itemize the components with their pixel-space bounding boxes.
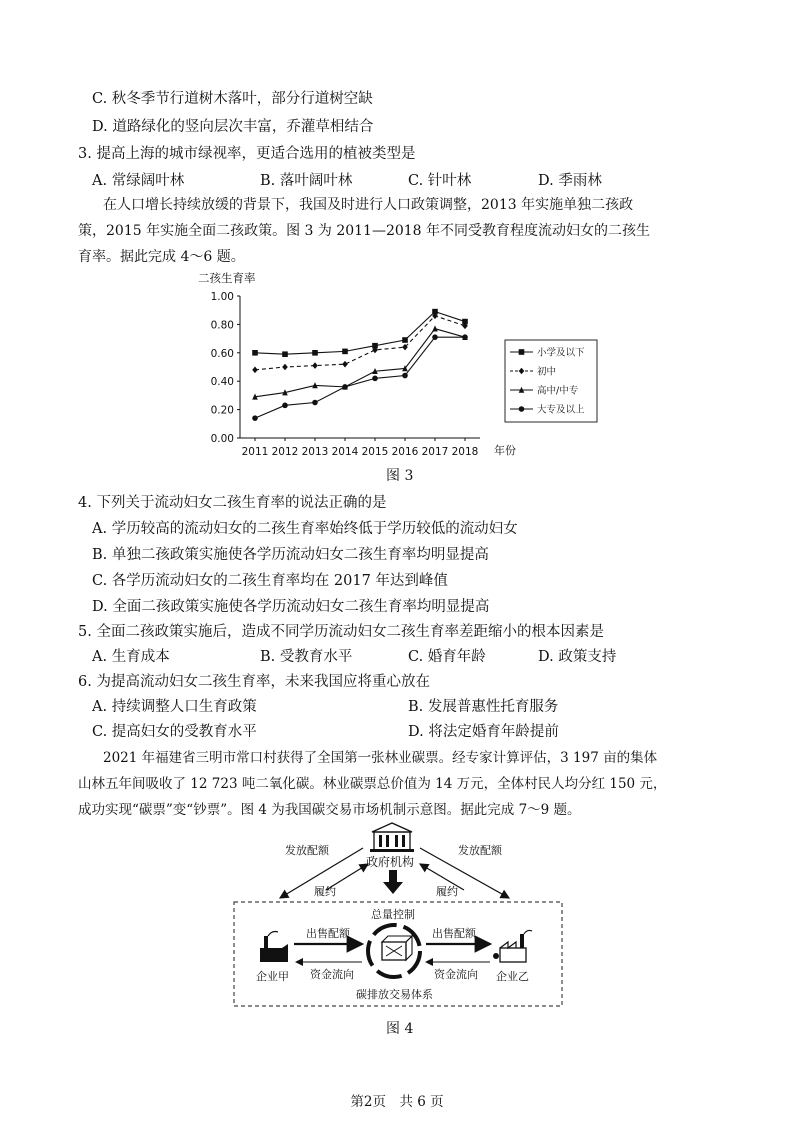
fund-flow-label-left: 资金流向: [310, 968, 354, 981]
x-tick-label: 2018: [451, 446, 479, 458]
intro-paragraph-2-line-2: 山林五年间吸收了 12 723 吨二氧化碳。林业碳票总价值为 14 万元，全体村民人均分红 150 元，: [78, 776, 667, 792]
q3-option-b: B. 落叶阔叶林: [260, 173, 353, 189]
legend-marker: [519, 406, 525, 412]
government-building-icon: [370, 823, 414, 852]
q4-option-c: C. 各学历流动妇女的二孩生育率均在 2017 年达到峰值: [92, 573, 448, 589]
q5-stem: 5. 全面二孩政策实施后，造成不同学历流动妇女二孩生育率差距缩小的根本因素是: [78, 624, 604, 640]
page-footer: 第2页 共 6 页: [350, 1094, 444, 1110]
series-1-point: [282, 364, 288, 371]
x-tick-label: 2012: [271, 446, 299, 458]
factory-icon-company-a: [260, 932, 288, 963]
series-line-0: [255, 312, 465, 355]
q6-stem: 6. 为提高流动妇女二孩生育率，未来我国应将重心放在: [78, 674, 430, 690]
q4-option-d: D. 全面二孩政策实施使各学历流动妇女二孩生育率均明显提高: [92, 599, 490, 615]
series-line-1: [255, 316, 465, 370]
series-3-point: [252, 415, 258, 421]
issue-quota-label-left: 发放配额: [285, 844, 329, 857]
series-0-point: [252, 350, 258, 356]
q4-stem: 4. 下列关于流动妇女二孩生育率的说法正确的是: [78, 495, 387, 511]
q2-option-c: C. 秋冬季节行道树木落叶，部分行道树空缺: [92, 91, 373, 107]
legend-marker: [519, 349, 525, 355]
fig3-line-chart: [180, 268, 600, 466]
q5-option-b: B. 受教育水平: [260, 649, 353, 665]
series-3-point: [282, 403, 288, 409]
fund-flow-label-right: 资金流向: [434, 968, 478, 981]
q3-option-c: C. 针叶林: [408, 173, 472, 189]
chart-ylabel: 二孩生育率: [198, 271, 256, 285]
q6-option-b: B. 发展普惠性托育服务: [408, 699, 559, 715]
legend-label: 高中/中专: [537, 385, 579, 397]
series-3-point: [462, 334, 468, 340]
series-0-point: [312, 350, 318, 356]
q4-option-b: B. 单独二孩政策实施使各学历流动妇女二孩生育率均明显提高: [92, 547, 489, 563]
intro-paragraph-2-line-1: 2021 年福建省三明市常口村获得了全国第一张林业碳票。经专家计算评估，3 197 亩的集体: [103, 750, 658, 766]
exchange-cycle-icon: [368, 925, 420, 977]
x-tick-label: 2016: [391, 446, 419, 458]
y-tick-label: 0.60: [210, 347, 234, 360]
gov-agency-label: 政府机构: [366, 855, 415, 869]
trading-system-label: 碳排放交易体系: [356, 988, 433, 1001]
chart-xlabel: 年份: [494, 444, 516, 457]
legend-label: 小学及以下: [537, 347, 585, 359]
fig4-caption: 图 4: [386, 1021, 414, 1037]
q5-option-a: A. 生育成本: [92, 649, 170, 665]
series-3-point: [312, 400, 318, 406]
company-b-label: 企业乙: [496, 970, 529, 983]
series-3-point: [432, 334, 438, 340]
factory-icon-company-b: [493, 930, 532, 962]
series-1-point: [342, 361, 348, 368]
x-tick-label: 2013: [301, 446, 329, 458]
series-0-point: [282, 351, 288, 357]
q2-option-d: D. 道路绿化的竖向层次丰富，乔灌草相结合: [92, 119, 374, 135]
series-3-point: [372, 376, 378, 382]
y-tick-label: 0.00: [210, 433, 234, 445]
q6-option-a: A. 持续调整人口生育政策: [92, 699, 257, 715]
x-tick-label: 2011: [241, 446, 269, 458]
series-3-point: [342, 384, 348, 390]
total-control-label: 总量控制: [371, 908, 415, 921]
legend-label: 大专及以上: [537, 404, 585, 416]
series-0-point: [342, 349, 348, 355]
intro-paragraph-1-line-3: 育率。据此完成 4～6 题。: [78, 249, 245, 265]
x-tick-label: 2015: [361, 446, 389, 458]
series-2-point: [432, 325, 438, 331]
legend-label: 初中: [537, 366, 557, 378]
series-1-point: [252, 367, 258, 374]
q3-option-a: A. 常绿阔叶林: [92, 173, 185, 189]
y-tick-label: 1.00: [210, 291, 234, 303]
sell-quota-label-right: 出售配额: [432, 927, 476, 940]
fulfill-label-right: 履约: [436, 885, 458, 898]
sell-quota-label-left: 出售配额: [306, 927, 350, 940]
q6-option-d: D. 将法定婚育年龄提前: [408, 724, 559, 740]
y-tick-label: 0.40: [210, 376, 234, 389]
fig4-carbon-market-diagram: [228, 820, 568, 1015]
fig3-caption: 图 3: [386, 468, 414, 484]
q3-option-d: D. 季雨林: [538, 173, 602, 189]
series-3-point: [402, 373, 408, 379]
intro-paragraph-2-line-3: 成功实现“碳票”变“钞票”。图 4 为我国碳交易市场机制示意图。据此完成 7～9 题。: [78, 802, 581, 818]
intro-paragraph-1-line-1: 在人口增长持续放缓的背景下，我国及时进行人口政策调整，2013 年实施单独二孩政: [103, 197, 634, 213]
fulfill-label-left: 履约: [314, 885, 336, 898]
y-tick-label: 0.80: [210, 319, 234, 332]
issue-quota-label-right: 发放配额: [458, 844, 502, 857]
q6-option-c: C. 提高妇女的受教育水平: [92, 724, 257, 740]
control-down-arrow: [383, 870, 403, 894]
series-1-point: [312, 362, 318, 369]
q5-option-d: D. 政策支持: [538, 649, 617, 665]
series-0-point: [402, 337, 408, 343]
y-tick-label: 0.20: [210, 404, 234, 417]
x-tick-label: 2014: [331, 446, 359, 458]
q4-option-a: A. 学历较高的流动妇女的二孩生育率始终低于学历较低的流动妇女: [92, 521, 518, 537]
q5-option-c: C. 婚育年龄: [408, 649, 486, 665]
x-tick-label: 2017: [421, 446, 449, 458]
q3-stem: 3. 提高上海的城市绿视率，更适合选用的植被类型是: [78, 146, 416, 162]
intro-paragraph-1-line-2: 策，2015 年实施全面二孩政策。图 3 为 2011—2018 年不同受教育程度流动妇女的二孩生: [78, 223, 651, 239]
company-a-label: 企业甲: [256, 970, 289, 983]
